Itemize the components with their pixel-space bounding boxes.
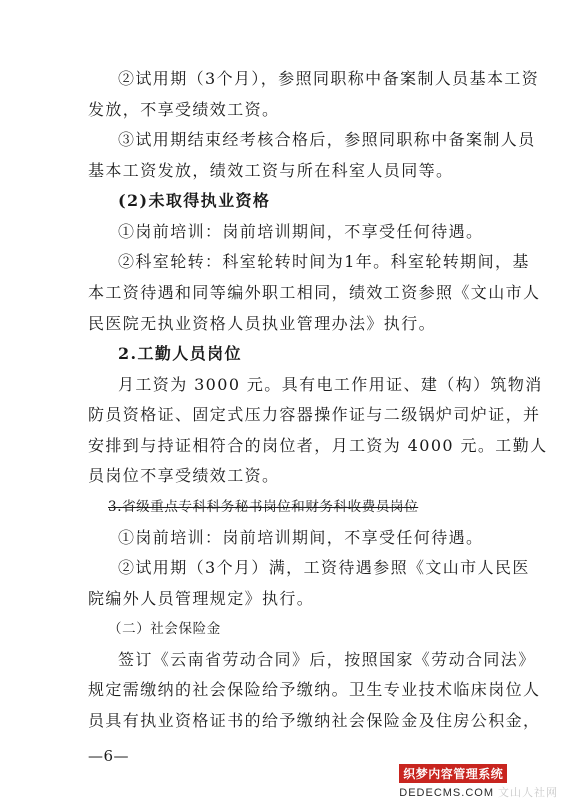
paragraph-line: 月工资为 3000 元。具有电工作用证、建（构）筑物消	[118, 375, 543, 394]
watermark-site-name: 织梦内容管理系统	[399, 764, 507, 783]
paragraph-line: 发放，不享受绩效工资。	[88, 100, 280, 119]
paragraph-line: 本工资待遇和同等编外职工相同，绩效工资参照《文山市人	[88, 283, 541, 302]
paragraph-line: 员岗位不享受绩效工资。	[88, 466, 280, 485]
paragraph-line: 民医院无执业资格人员执业管理办法》执行。	[88, 314, 437, 333]
watermark-extra: 文山人社网	[498, 787, 558, 799]
section-heading: 2.工勤人员岗位	[118, 344, 242, 363]
paragraph-line: ②试用期（3个月），参照同职称中备案制人员基本工资	[118, 69, 540, 88]
site-watermark	[399, 764, 558, 800]
paragraph-line: 员具有执业资格证书的给予缴纳社会保险金及住房公积金，	[88, 711, 541, 730]
paragraph-line: ②试用期（3个月）满，工资待遇参照《文山市人民医	[118, 558, 530, 577]
paragraph-line: 基本工资发放，绩效工资与所在科室人员同等。	[88, 161, 454, 180]
paragraph-line: 院编外人员管理规定》执行。	[88, 589, 315, 608]
paragraph-line: 规定需缴纳的社会保险给予缴纳。卫生专业技术临床岗位人	[88, 680, 541, 699]
page-number: —6—	[88, 747, 130, 765]
watermark-domain: DEDECMS.COM	[399, 787, 494, 799]
paragraph-line: 防员资格证、固定式压力容器操作证与二级锅炉司炉证，并	[88, 405, 541, 424]
paragraph-line: ③试用期结束经考核合格后，参照同职称中备案制人员	[118, 130, 536, 149]
watermark-footer	[399, 784, 558, 800]
section-heading: (2)未取得执业资格	[118, 191, 271, 210]
paragraph-line: ①岗前培训：岗前培训期间，不享受任何待遇。	[118, 222, 484, 241]
section-heading: 3.省级重点专科科务秘书岗位和财务科收费员岗位	[108, 499, 419, 515]
paragraph-line: ①岗前培训：岗前培训期间，不享受任何待遇。	[118, 528, 484, 547]
section-heading: （二）社会保险金	[108, 621, 221, 637]
paragraph-line: 签订《云南省劳动合同》后，按照国家《劳动合同法》	[118, 650, 536, 669]
paragraph-line: 安排到与持证相符合的岗位者，月工资为 4000 元。工勤人	[88, 436, 548, 455]
paragraph-line: ②科室轮转：科室轮转时间为1年。科室轮转期间，基	[118, 252, 530, 271]
